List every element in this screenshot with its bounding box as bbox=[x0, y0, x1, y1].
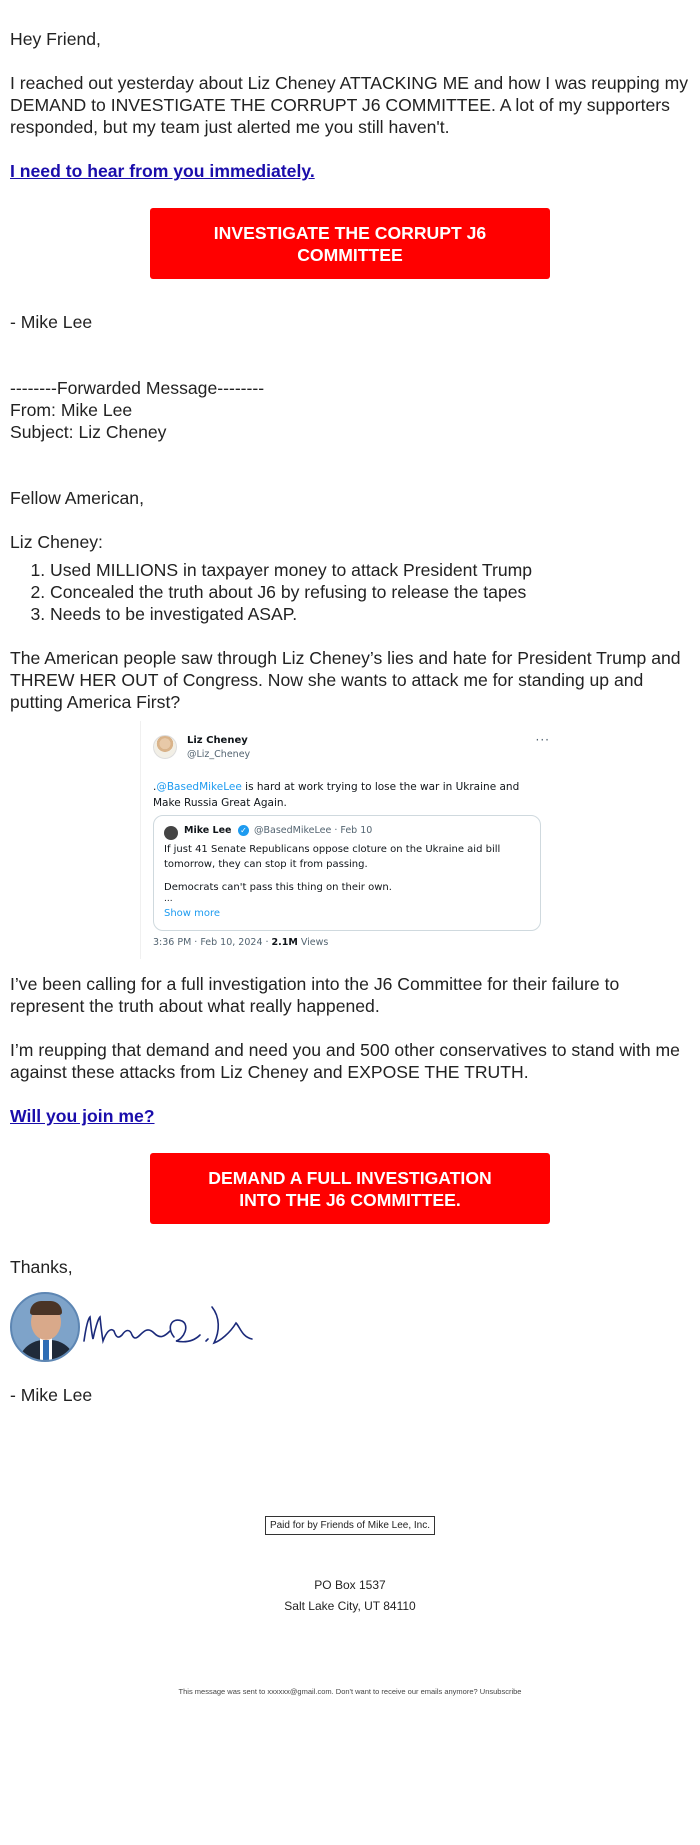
quote-author-name: Mike Lee bbox=[184, 825, 232, 836]
headshot-avatar bbox=[10, 1292, 80, 1362]
intro-paragraph: I reached out yesterday about Liz Cheney ATTACKING ME and how I was reupping my DEMAND to INVESTIGATE THE CORRUPT J6 COMMITTEE. A lot of my supporters responded, but my team just alerted me you still haven't. bbox=[10, 73, 689, 137]
show-more-link: Show more bbox=[164, 908, 221, 919]
greeting: Hey Friend, bbox=[10, 29, 101, 49]
tweet-text-rest: is hard at work trying to lose the war in Ukraine and Make Russia Great Again. bbox=[153, 781, 520, 809]
fine-print: This message was sent to xxxxxx@gmail.com. Don't want to receive our emails anymore? Unsubscribe bbox=[178, 1687, 522, 1696]
tweet-mention: @BasedMikeLee bbox=[156, 781, 242, 793]
quote-ellipsis: ... bbox=[164, 894, 173, 904]
quoted-tweet bbox=[153, 815, 541, 931]
tweet-footer bbox=[153, 937, 328, 948]
tweet-text bbox=[153, 779, 543, 811]
demand-investigation-button[interactable]: DEMAND A FULL INVESTIGATION INTO THE J6 COMMITTEE. bbox=[150, 1153, 550, 1224]
email-body bbox=[10, 28, 690, 1696]
more-options-icon: ··· bbox=[535, 733, 550, 747]
tweet-time: 3:36 PM · Feb 10, 2024 · bbox=[153, 937, 272, 948]
list-intro: Liz Cheney: bbox=[10, 532, 103, 552]
reupping-paragraph: I’m reupping that demand and need you and 500 other conservatives to stand with me against these attacks from Liz Cheney and EXPOSE THE TRUTH. bbox=[10, 1040, 680, 1082]
list-item: 1. Used MILLIONS in taxpayer money to attack President Trump bbox=[50, 559, 690, 581]
calling-paragraph: I’ve been calling for a full investigation into the J6 Committee for their failure to represent the truth about what really happened. bbox=[10, 974, 620, 1016]
quote-text-2: Democrats can't pass this thing on their own. bbox=[164, 882, 392, 893]
link-paragraph-2 bbox=[10, 1105, 690, 1127]
po-box: PO Box 1537 bbox=[314, 1578, 386, 1592]
tweet-avatar bbox=[153, 735, 177, 759]
tweet-text-prefix: . bbox=[153, 781, 157, 793]
tweet-views-label: Views bbox=[297, 937, 329, 948]
headshot-hair bbox=[30, 1301, 62, 1315]
tweet-screenshot bbox=[140, 721, 560, 959]
forwarded-header-block bbox=[10, 377, 690, 443]
quote-meta: @BasedMikeLee · Feb 10 bbox=[254, 825, 373, 836]
link-paragraph-1 bbox=[10, 160, 690, 182]
tweet-wrap bbox=[10, 721, 690, 959]
signature-row bbox=[10, 1288, 690, 1366]
list-item: 3. Needs to be investigated ASAP. bbox=[50, 603, 690, 625]
forwarded-from: From: Mike Lee bbox=[10, 400, 133, 420]
sign-off-2: - Mike Lee bbox=[10, 1385, 93, 1405]
city-state-zip: Salt Lake City, UT 84110 bbox=[284, 1599, 416, 1613]
threw-her-out-paragraph: The American people saw through Liz Cheney’s lies and hate for President Trump and THREW HER OUT of Congress. Now she wants to attack me for standing up and putting America First? bbox=[10, 648, 681, 712]
tweet-views-count: 2.1M bbox=[271, 937, 298, 948]
headshot-tie bbox=[43, 1340, 49, 1362]
salutation: Fellow American, bbox=[10, 488, 144, 508]
handwritten-signature bbox=[80, 1297, 260, 1357]
quote-text: If just 41 Senate Republicans oppose cloture on the Ukraine aid bill tomorrow, they can stop it from passing. bbox=[164, 844, 501, 870]
hear-from-you-link[interactable]: I need to hear from you immediately. bbox=[10, 161, 315, 181]
forwarded-subject: Subject: Liz Cheney bbox=[10, 422, 167, 442]
list-item: 2. Concealed the truth about J6 by refusing to release the tapes bbox=[50, 581, 690, 603]
tweet-author-handle: @Liz_Cheney bbox=[187, 749, 251, 760]
thanks: Thanks, bbox=[10, 1257, 73, 1277]
cta-wrap-1 bbox=[10, 208, 690, 279]
paid-for-wrap bbox=[10, 1516, 690, 1535]
forwarded-header: --------Forwarded Message-------- bbox=[10, 378, 265, 398]
join-me-link[interactable]: Will you join me? bbox=[10, 1106, 155, 1126]
verified-check-icon: ✓ bbox=[238, 825, 249, 836]
cta-wrap-2 bbox=[10, 1153, 690, 1224]
investigate-button[interactable]: INVESTIGATE THE CORRUPT J6 COMMITTEE bbox=[150, 208, 550, 279]
quote-avatar bbox=[164, 826, 178, 840]
sign-off-1: - Mike Lee bbox=[10, 312, 93, 332]
address-block bbox=[10, 1575, 690, 1617]
paid-for-disclaimer: Paid for by Friends of Mike Lee, Inc. bbox=[265, 1516, 435, 1535]
charges-list bbox=[10, 559, 690, 625]
tweet-author-name: Liz Cheney bbox=[187, 735, 248, 746]
